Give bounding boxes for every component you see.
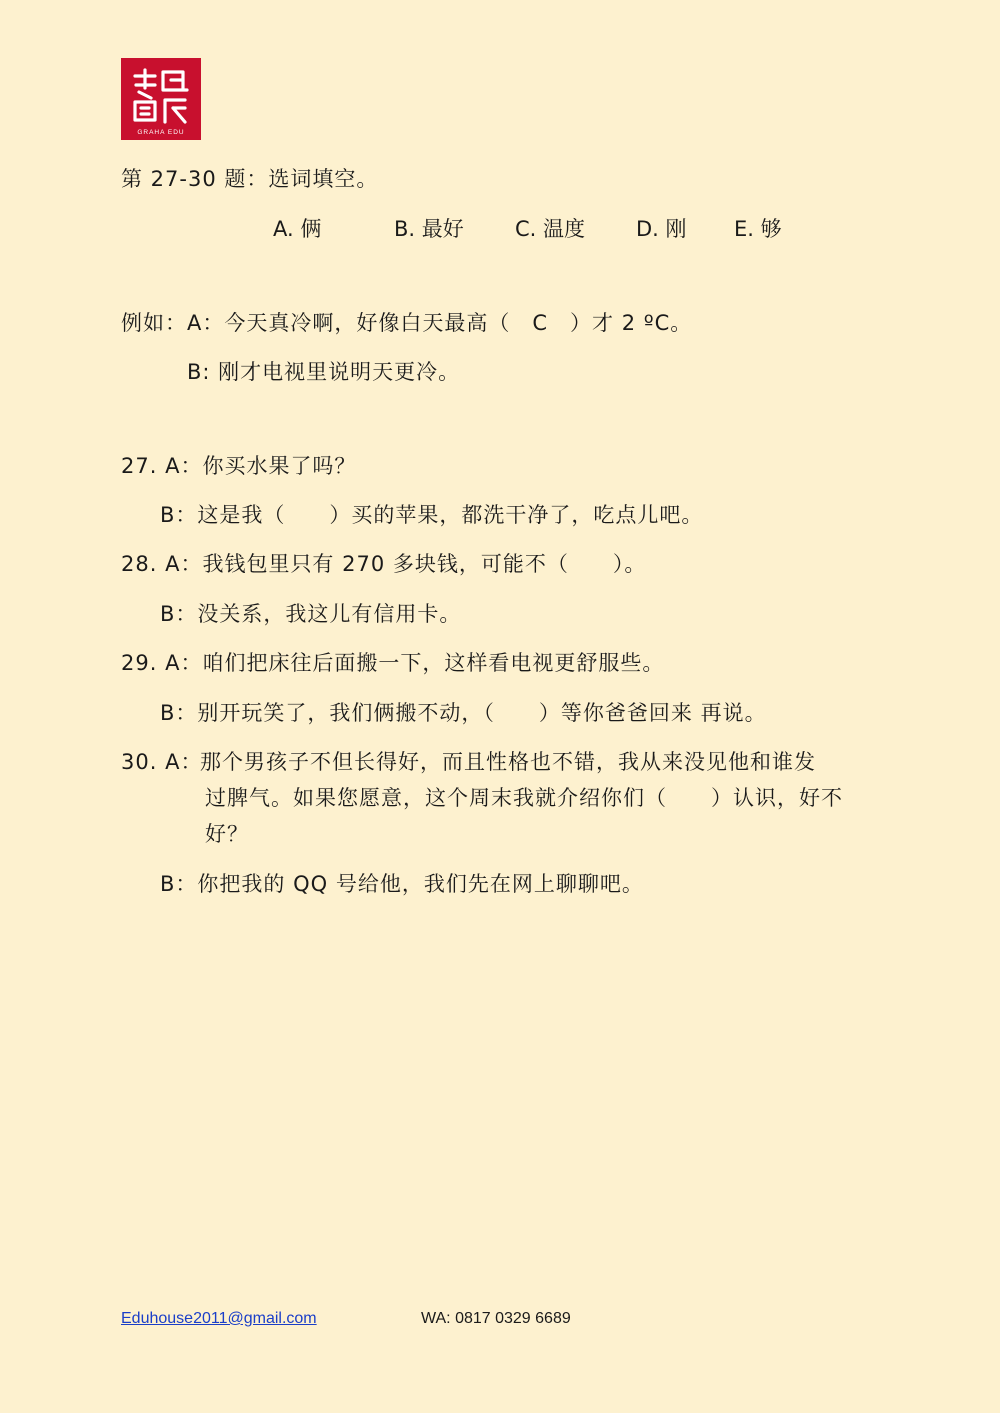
logo-subtitle: GRAHA EDU bbox=[137, 129, 185, 136]
question-30-a-prefix: 30. A： bbox=[121, 750, 203, 774]
word-options bbox=[0, 213, 1000, 243]
exercise-heading: 第 27-30 题：选词填空。 bbox=[121, 167, 379, 191]
footer-email-link[interactable]: Eduhouse2011@gmail.com bbox=[121, 1310, 317, 1327]
question-27-b: B：这是我（ ）买的苹果，都洗干净了，吃点儿吧。 bbox=[160, 503, 704, 527]
option-c: C. 温度 bbox=[515, 217, 586, 241]
question-30-b: B：你把我的 QQ 号给他，我们先在网上聊聊吧。 bbox=[160, 872, 644, 896]
seal-logo-icon bbox=[121, 58, 201, 140]
question-29-a: 29. A：咱们把床往后面搬一下，这样看电视更舒服些。 bbox=[121, 651, 665, 675]
question-30-a-line-1: 那个男孩子不但长得好，而且性格也不错，我从来没见他和谁发 bbox=[200, 750, 816, 774]
question-27-a: 27. A：你买水果了吗？ bbox=[121, 454, 357, 478]
option-b: B. 最好 bbox=[394, 217, 464, 241]
example-line-b: B: 刚才电视里说明天更冷。 bbox=[187, 360, 461, 384]
option-a: A. 俩 bbox=[273, 217, 322, 241]
question-28-a: 28. A：我钱包里只有 270 多块钱，可能不（ ）。 bbox=[121, 552, 647, 576]
question-28-b: B：没关系，我这儿有信用卡。 bbox=[160, 602, 462, 626]
example-line-a: 例如：A：今天真冷啊，好像白天最高（ C ）才 2 ºC。 bbox=[121, 311, 693, 335]
option-e: E. 够 bbox=[734, 217, 782, 241]
footer-whatsapp: WA: 0817 0329 6689 bbox=[421, 1310, 571, 1327]
question-29-b: B：别开玩笑了，我们俩搬不动，（ ）等你爸爸回来 再说。 bbox=[160, 701, 767, 725]
option-d: D. 刚 bbox=[636, 217, 687, 241]
logo bbox=[121, 58, 201, 140]
question-30-a-line-3: 好？ bbox=[205, 822, 249, 846]
question-30-a-line-2: 过脾气。如果您愿意，这个周末我就介绍你们（ ）认识，好不 bbox=[205, 786, 843, 810]
